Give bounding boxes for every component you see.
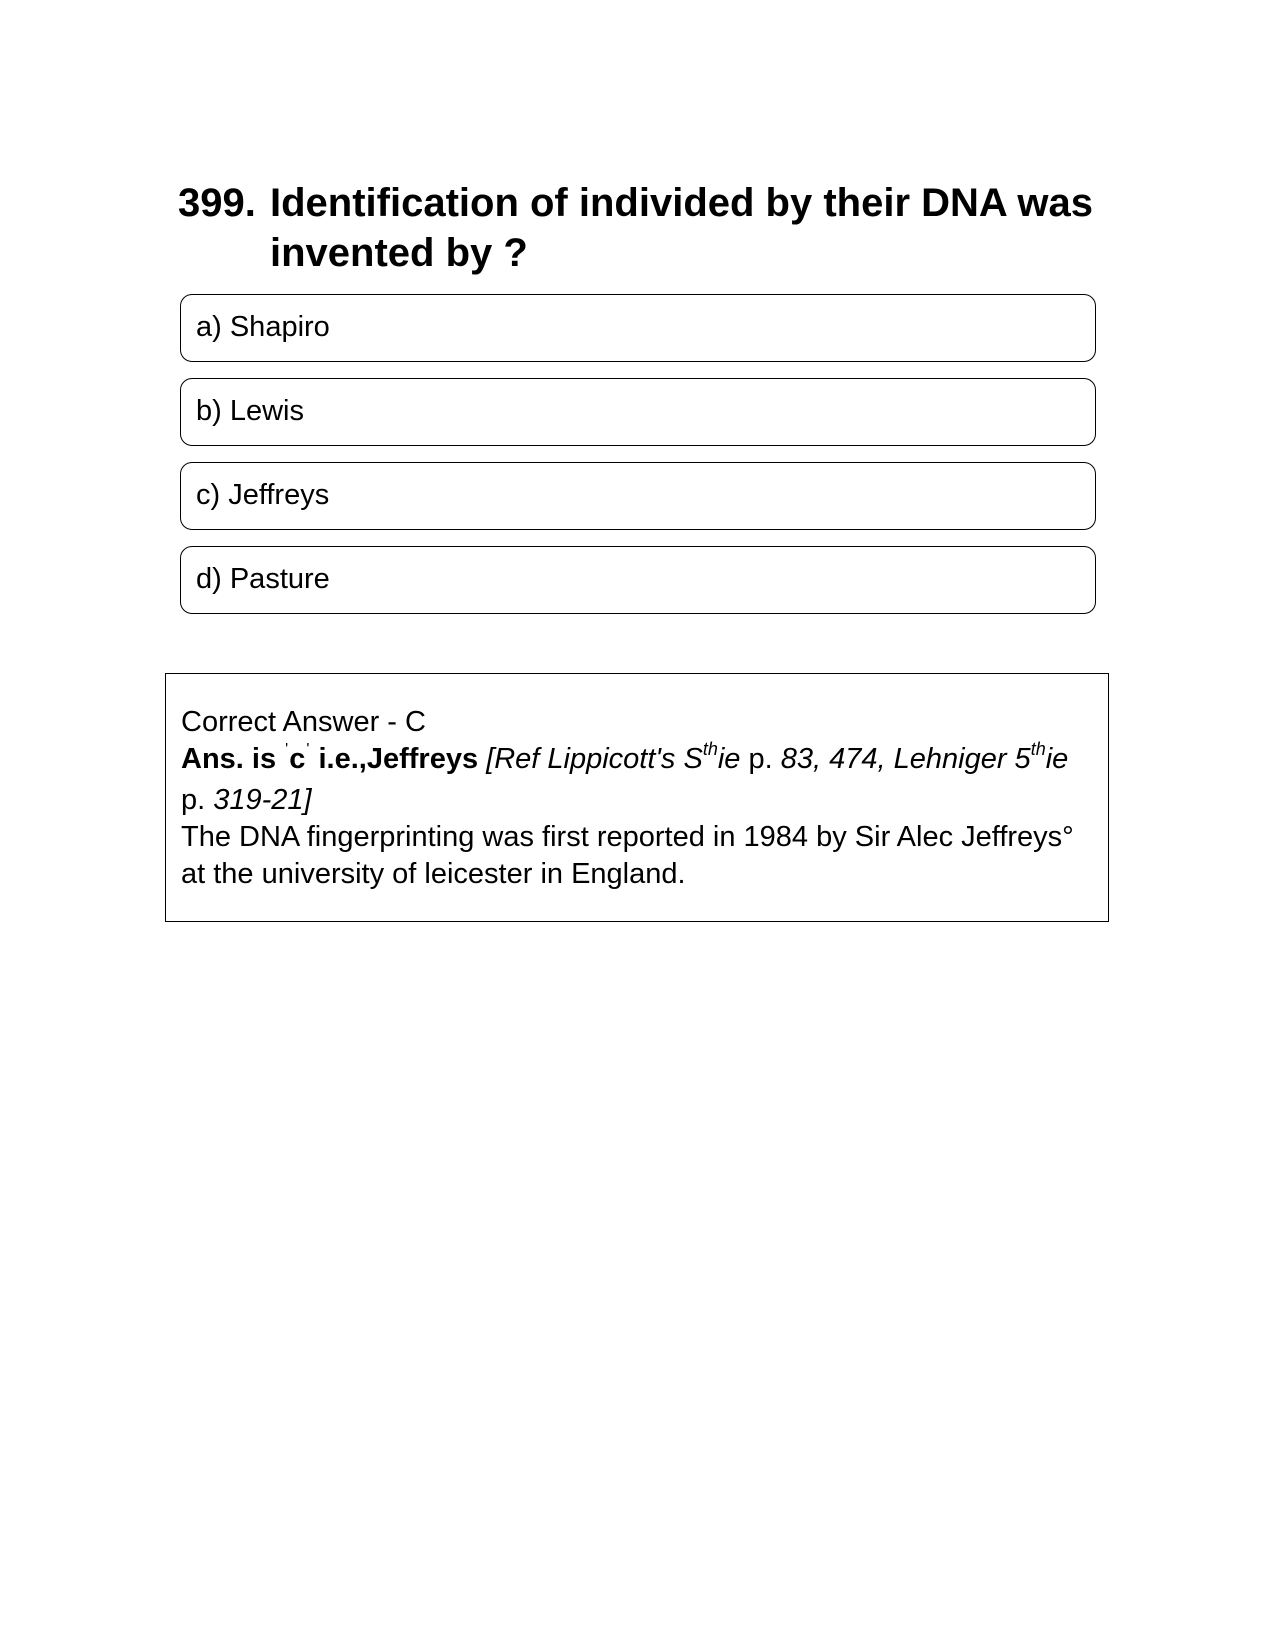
question-text: Identification of individed by their DNA was invented by ? [270, 181, 1094, 275]
reference-p-2: p. [181, 784, 214, 816]
option-b[interactable]: b) Lewis [180, 378, 1096, 446]
answer-letter: c [289, 743, 306, 775]
question-number: 399. [178, 181, 256, 225]
reference-pages-1: 83, 474, Lehniger 5 [780, 743, 1031, 775]
reference-p-1: p. [740, 743, 781, 775]
reference-sup-1: th [702, 739, 718, 759]
correct-answer-line: Correct Answer - C [181, 706, 426, 738]
answer-box [165, 673, 1109, 922]
reference-open: [Ref Lippicott's S [486, 743, 703, 775]
answer-suffix: i.e.,Jeffreys [310, 743, 479, 775]
answer-prefix: Ans. is [181, 743, 277, 775]
answer-tick-open: ' [285, 741, 289, 758]
option-c[interactable]: c) Jeffreys [180, 462, 1096, 530]
answer-key [181, 743, 478, 775]
question [178, 178, 1098, 278]
options-list [180, 294, 1096, 630]
reference-ie-1: ie [717, 743, 741, 775]
reference-sup-2: th [1030, 739, 1046, 759]
answer-explanation: The DNA fingerprinting was first reported in 1984 by Sir Alec Jeffreys° at the university of leicester in England. [181, 821, 1074, 890]
answer-tick-close: ' [306, 741, 310, 758]
reference-ie-2: ie [1045, 743, 1069, 775]
option-d[interactable]: d) Pasture [180, 546, 1096, 614]
option-a[interactable]: a) Shapiro [180, 294, 1096, 362]
reference-pages-2: 319-21] [213, 784, 312, 816]
answer-reference [181, 741, 1093, 819]
